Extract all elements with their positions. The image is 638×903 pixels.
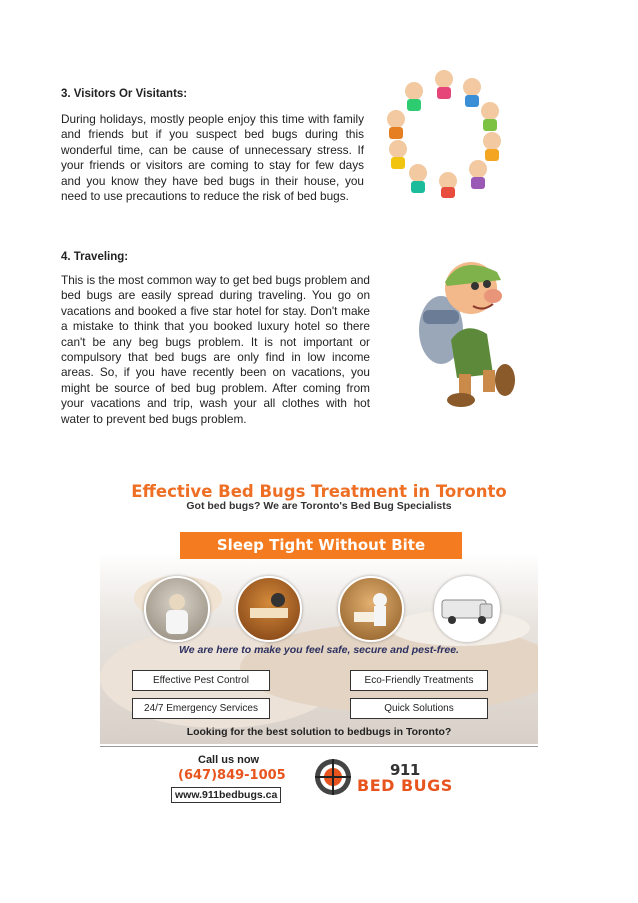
brand-number: 911	[390, 761, 420, 779]
section-3-body: During holidays, mostly people enjoy this time with family and friends but if you suspect bed bugs during this wonderful time, can be cause of unnecessary stress. If your friends or visitors are coming to stay for few days and you know they have bed bugs in their house, you need to use precautions to reduce the risk of bed bugs.	[61, 112, 364, 204]
sleep-tight-button[interactable]: Sleep Tight Without Bite	[180, 532, 462, 559]
ad-banner	[100, 472, 538, 744]
banner-subtitle: Got bed bugs? We are Toronto's Bed Bug Specialists	[186, 500, 452, 512]
service-emergency: 24/7 Emergency Services	[132, 698, 270, 719]
inspector-photo	[144, 576, 210, 642]
treatment-photo	[236, 576, 302, 642]
section-4-body: This is the most common way to get bed bugs problem and bed bugs are easily spread during traveling. You go on vacations and booked a five star hotel for stay. Don't make a mistake to think that you booked luxury hotel so there can't be any beg bugs problem. It is not important or compulsory that bed bugs are only find in low income areas. So, if you have recently been on vacations, you might be source of bed bug problem. After coming from your vacations and trip, wash your all clothes with hot water to prevent bed bugs problem.	[61, 273, 370, 426]
banner-looking-text: Looking for the best solution to bedbugs in Toronto?	[186, 726, 452, 738]
phone-number[interactable]: (647)849-1005	[178, 768, 286, 783]
banner-tagline: We are here to make you feel safe, secure and pest-free.	[179, 644, 459, 656]
service-van-photo	[434, 576, 500, 642]
website-link[interactable]: www.911bedbugs.ca	[171, 787, 281, 803]
divider	[100, 746, 538, 747]
service-pest-control: Effective Pest Control	[132, 670, 270, 691]
people-circle-illustration	[384, 65, 504, 200]
technician-photo	[338, 576, 404, 642]
backpacker-illustration	[401, 250, 527, 410]
crosshair-logo-icon	[313, 757, 353, 797]
service-eco-friendly: Eco-Friendly Treatments	[350, 670, 488, 691]
section-3-heading: 3. Visitors Or Visitants:	[61, 88, 188, 100]
banner-title: Effective Bed Bugs Treatment in Toronto	[131, 482, 507, 501]
call-label: Call us now	[198, 754, 260, 766]
brand-name: BED BUGS	[357, 776, 453, 795]
service-quick: Quick Solutions	[350, 698, 488, 719]
section-4-heading: 4. Traveling:	[61, 251, 129, 263]
